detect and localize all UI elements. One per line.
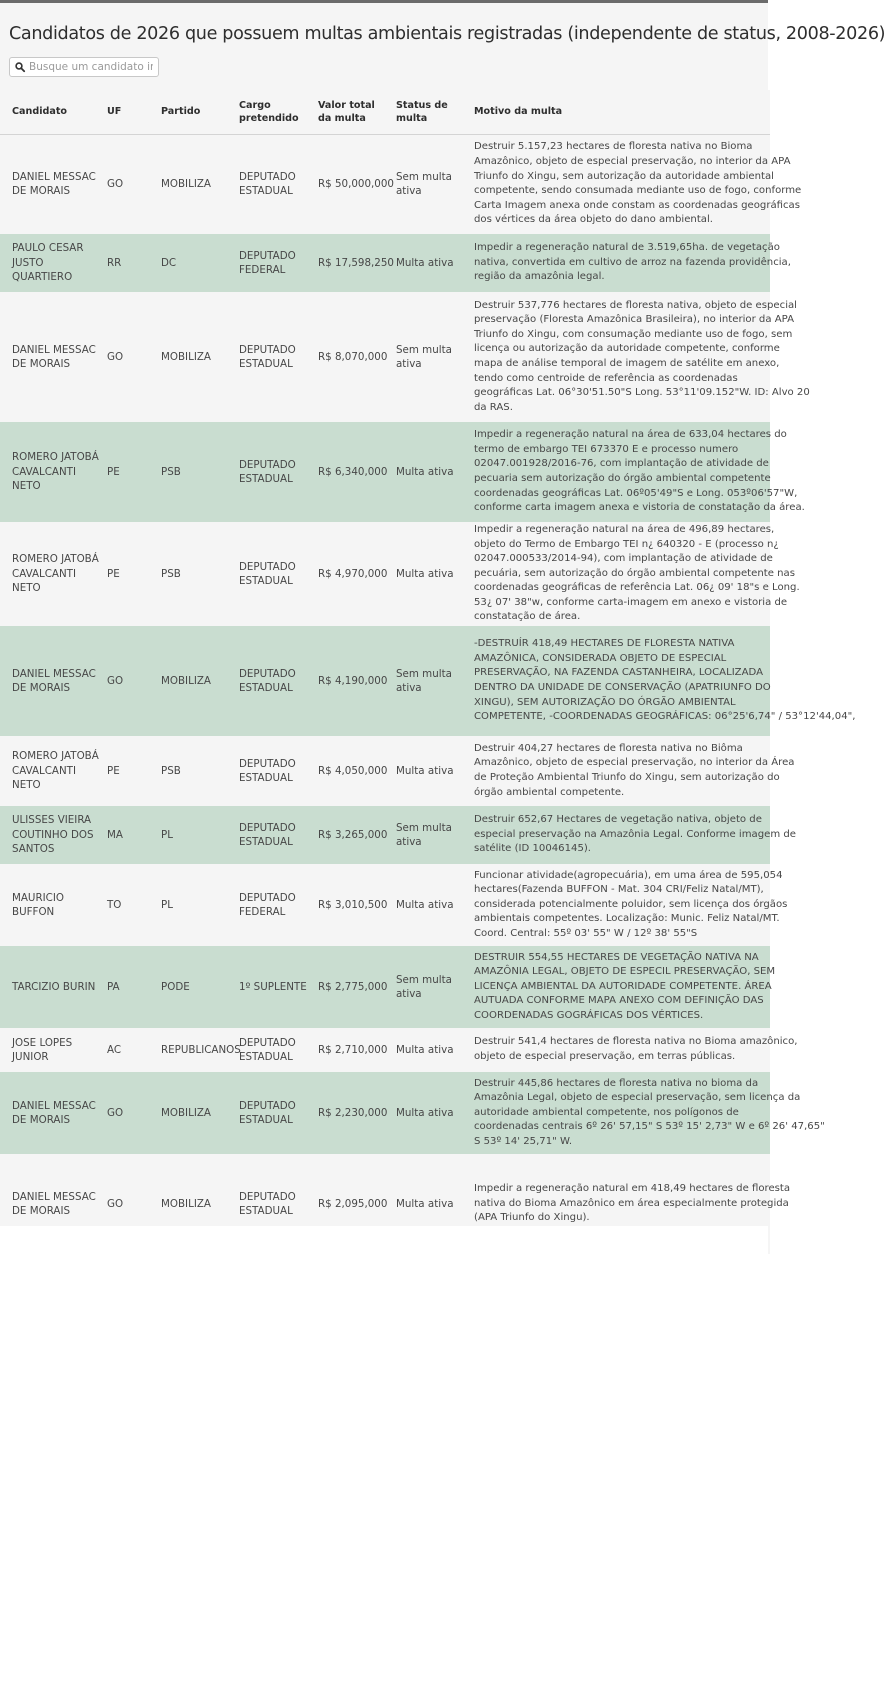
cell-status: Multa ativa xyxy=(392,1028,470,1072)
table-row xyxy=(0,234,770,292)
cell-candidato: DANIEL MESSAC DE MORAIS xyxy=(0,1072,103,1154)
cell-motivo: Impedir a regeneração natural na área de 633,04 hectares do termo de embargo TEI 673370 E e processo numero 02047.001928/2016-76, com implantação de atividade de pecuaria sem autorização do órgão ambiental competente coordenadas geográficas Lat. 06º05'49"S e Long. 053º06'57"W, conforme carta imagem anexa e vistoria de constatação da área. xyxy=(470,422,770,522)
search-box[interactable] xyxy=(9,57,159,77)
cell-candidato: TARCIZIO BURIN xyxy=(0,946,103,1028)
cell-cargo: DEPUTADO ESTADUAL xyxy=(235,1028,314,1072)
cell-cargo: DEPUTADO ESTADUAL xyxy=(235,626,314,736)
cell-uf: GO xyxy=(103,1072,157,1154)
cell-cargo: DEPUTADO ESTADUAL xyxy=(235,522,314,626)
column-header-partido[interactable]: Partido xyxy=(157,90,235,134)
cell-candidato: MAURICIO BUFFON xyxy=(0,864,103,946)
cell-partido: REPUBLICANOS xyxy=(157,1028,235,1072)
cell-status: Sem multa ativa xyxy=(392,946,470,1028)
column-header-uf[interactable]: UF xyxy=(103,90,157,134)
cell-motivo: Destruir 404,27 hectares de floresta nativa no Biôma Amazônico, objeto de especial preservação, no interior da Área de Proteção Ambiental Triunfo do Xingu, sem autorização do órgão ambiental competente. xyxy=(470,736,770,806)
cell-partido: MOBILIZA xyxy=(157,1072,235,1154)
blank-area xyxy=(0,1226,768,1686)
cell-cargo: DEPUTADO ESTADUAL xyxy=(235,422,314,522)
cell-uf: PE xyxy=(103,422,157,522)
table-body xyxy=(0,134,856,1254)
cell-motivo: Funcionar atividade(agropecuária), em uma área de 595,054 hectares(Fazenda BUFFON - Mat. 304 CRI/Feliz Natal/MT), considerada potencialmente poluidor, sem licença dos órgãos ambientais competentes. Localização: Munic. Feliz Natal/MT. Coord. Central: 55º 03' 55" W / 12º 38' 55"S xyxy=(470,864,770,946)
cell-cargo: 1º SUPLENTE xyxy=(235,946,314,1028)
cell-partido: PL xyxy=(157,806,235,864)
column-header-cargo[interactable]: Cargo pretendido xyxy=(235,90,314,134)
cell-valor: R$ 4,190,000 xyxy=(314,626,392,736)
cell-candidato: ULISSES VIEIRA COUTINHO DOS SANTOS xyxy=(0,806,103,864)
cell-uf: GO xyxy=(103,292,157,422)
cell-partido: MOBILIZA xyxy=(157,292,235,422)
cell-motivo: Impedir a regeneração natural na área de 496,89 hectares, objeto do Termo de Embargo TEI n¿ 640320 - E (processo n¿ 02047.000533/2014-94), com implantação de atividade de pecuária, sem autorização do órgão ambiental competente nas coordenadas geográficas de referência Lat. 06¿ 09' 18"s e Long. 53¿ 07' 38"w, conforme carta-imagem em anexo e vistoria de constatação de área. xyxy=(470,522,770,626)
table-header-row xyxy=(0,90,770,134)
cell-uf: PE xyxy=(103,736,157,806)
table-row xyxy=(0,864,770,946)
cell-candidato: ROMERO JATOBÁ CAVALCANTI NETO xyxy=(0,522,103,626)
cell-valor: R$ 8,070,000 xyxy=(314,292,392,422)
search-icon xyxy=(15,62,25,72)
cell-valor: R$ 17,598,250 xyxy=(314,234,392,292)
cell-uf: PA xyxy=(103,946,157,1028)
table-row xyxy=(0,134,770,234)
cell-candidato: DANIEL MESSAC DE MORAIS xyxy=(0,134,103,234)
cell-motivo: Destruir 5.157,23 hectares de floresta nativa no Bioma Amazônico, objeto de especial preservação, no interior da APA Triunfo do Xingu, sem autorização da autoridade ambiental competente, sendo consumada mediante uso de fogo, conforme Carta Imagem anexa onde constam as coordenadas geográficas dos vértices da área objeto do dano ambiental. xyxy=(470,134,770,234)
cell-motivo: -DESTRUÍR 418,49 HECTARES DE FLORESTA NATIVA AMAZÔNICA, CONSIDERADA OBJETO DE ESPECIAL PRESERVAÇÃO, NA FAZENDA CASTANHEIRA, LOCALIZADA DENTRO DA UNIDADE DE CONSERVAÇÃO (APATRIUNFO DO XINGU), SEM AUTORIZAÇÃO DO ÓRGÃO AMBIENTAL COMPETENTE, -COORDENADAS GEOGRÁFICAS: 06°25'6,74" / 53°12'44,04", xyxy=(470,626,770,736)
cell-candidato: ROMERO JATOBÁ CAVALCANTI NETO xyxy=(0,736,103,806)
cell-partido: PSB xyxy=(157,736,235,806)
cell-candidato: DANIEL MESSAC DE MORAIS xyxy=(0,292,103,422)
cell-valor: R$ 2,775,000 xyxy=(314,946,392,1028)
column-header-motivo[interactable]: Motivo da multa xyxy=(470,90,770,134)
table-row xyxy=(0,522,770,626)
cell-status: Multa ativa xyxy=(392,422,470,522)
cell-motivo: Destruir 541,4 hectares de floresta nativa no Bioma amazônico, objeto de especial preservação, em terras públicas. xyxy=(470,1028,770,1072)
cell-status: Sem multa ativa xyxy=(392,134,470,234)
cell-uf: RR xyxy=(103,234,157,292)
cell-status: Sem multa ativa xyxy=(392,626,470,736)
cell-uf: MA xyxy=(103,806,157,864)
column-header-candidato[interactable]: Candidato xyxy=(0,90,103,134)
cell-status: Multa ativa xyxy=(392,1072,470,1154)
cell-partido: PSB xyxy=(157,422,235,522)
cell-cargo: DEPUTADO ESTADUAL xyxy=(235,736,314,806)
table-row xyxy=(0,1072,770,1154)
cell-motivo: Destruir 537,776 hectares de floresta nativa, objeto de especial preservação (Floresta Amazônica Brasileira), no interior da APA Triunfo do Xingu, com consumação mediante uso de fogo, sem licença ou autorização da autoridade competente, conforme mapa de análise temporal de imagem de satélite em anexo, tendo como centroide de referência as coordenadas geográficas Lat. 06°30'51.50"S Long. 53°11'09.152"W. ID: Alvo 20 da RAS. xyxy=(470,292,770,422)
cell-cargo: DEPUTADO FEDERAL xyxy=(235,234,314,292)
cell-motivo: Impedir a regeneração natural em 418,49 hectares de floresta nativa do Bioma Amazônico em área especialmente protegida (APA Triunfo do Xingu). xyxy=(470,1154,770,1254)
search-input[interactable] xyxy=(29,61,153,73)
cell-motivo: DESTRUIR 554,55 HECTARES DE VEGETAÇÃO NATIVA NA AMAZÔNIA LEGAL, OBJETO DE ESPECIL PRESERVAÇÃO, SEM LICENÇA AMBIENTAL DA AUTORIDADE COMPETENTE. ÁREA AUTUADA CONFORME MAPA ANEXO COM DEFINIÇÃO DAS COORDENADAS GOGRÁFICAS DOS VÉRTICES. xyxy=(470,946,770,1028)
cell-uf: AC xyxy=(103,1028,157,1072)
table-row xyxy=(0,1028,770,1072)
table-row xyxy=(0,736,770,806)
cell-cargo: DEPUTADO ESTADUAL xyxy=(235,292,314,422)
table-row xyxy=(0,626,770,736)
cell-status: Multa ativa xyxy=(392,864,470,946)
cell-uf: GO xyxy=(103,134,157,234)
cell-motivo: Impedir a regeneração natural de 3.519,65ha. de vegetação nativa, convertida em cultivo de arroz na fazenda providência, região da amazônia legal. xyxy=(470,234,770,292)
cell-valor: R$ 4,970,000 xyxy=(314,522,392,626)
table-row xyxy=(0,292,770,422)
cell-uf: GO xyxy=(103,1154,157,1254)
cell-status: Sem multa ativa xyxy=(392,292,470,422)
cell-cargo: DEPUTADO ESTADUAL xyxy=(235,806,314,864)
cell-cargo: DEPUTADO ESTADUAL xyxy=(235,1072,314,1154)
cell-candidato: DANIEL MESSAC DE MORAIS xyxy=(0,626,103,736)
cell-motivo: Destruir 652,67 Hectares de vegetação nativa, objeto de especial preservação na Amazônia Legal. Conforme imagem de satélite (ID 10046145). xyxy=(470,806,770,864)
cell-motivo: Destruir 445,86 hectares de floresta nativa no bioma da Amazônia Legal, objeto de especial preservação, sem licença da autoridade ambiental competente, nos polígonos de coordenadas centrais 6º 26' 57,15" S 53º 15' 2,73" W e 6º 26' 47,65" S 53º 14' 25,71" W. xyxy=(470,1072,770,1154)
fines-table-container xyxy=(0,90,856,1226)
cell-status: Multa ativa xyxy=(392,234,470,292)
table-row xyxy=(0,422,770,522)
cell-candidato: ROMERO JATOBÁ CAVALCANTI NETO xyxy=(0,422,103,522)
cell-partido: MOBILIZA xyxy=(157,134,235,234)
cell-partido: PODE xyxy=(157,946,235,1028)
cell-valor: R$ 4,050,000 xyxy=(314,736,392,806)
cell-partido: PSB xyxy=(157,522,235,626)
cell-status: Multa ativa xyxy=(392,1154,470,1254)
cell-uf: GO xyxy=(103,626,157,736)
column-header-status[interactable]: Status de multa xyxy=(392,90,470,134)
embed-frame xyxy=(0,3,885,1226)
cell-valor: R$ 2,095,000 xyxy=(314,1154,392,1254)
cell-valor: R$ 3,265,000 xyxy=(314,806,392,864)
column-header-valor[interactable]: Valor total da multa xyxy=(314,90,392,134)
cell-partido: DC xyxy=(157,234,235,292)
cell-status: Multa ativa xyxy=(392,736,470,806)
cell-partido: MOBILIZA xyxy=(157,1154,235,1254)
cell-candidato: JOSE LOPES JUNIOR xyxy=(0,1028,103,1072)
cell-cargo: DEPUTADO FEDERAL xyxy=(235,864,314,946)
cell-valor: R$ 50,000,000 xyxy=(314,134,392,234)
cell-valor: R$ 2,230,000 xyxy=(314,1072,392,1154)
cell-partido: PL xyxy=(157,864,235,946)
fines-table xyxy=(0,90,856,1254)
cell-cargo: DEPUTADO ESTADUAL xyxy=(235,1154,314,1254)
cell-status: Sem multa ativa xyxy=(392,806,470,864)
table-row xyxy=(0,806,770,864)
cell-partido: MOBILIZA xyxy=(157,626,235,736)
cell-valor: R$ 2,710,000 xyxy=(314,1028,392,1072)
cell-valor: R$ 3,010,500 xyxy=(314,864,392,946)
table-row xyxy=(0,946,770,1028)
cell-candidato: DANIEL MESSAC DE MORAIS xyxy=(0,1154,103,1254)
cell-uf: PE xyxy=(103,522,157,626)
cell-status: Multa ativa xyxy=(392,522,470,626)
cell-candidato: PAULO CESAR JUSTO QUARTIERO xyxy=(0,234,103,292)
cell-cargo: DEPUTADO ESTADUAL xyxy=(235,134,314,234)
page-title: Candidatos de 2026 que possuem multas ambientais registradas (independente de status, 2008-2026) xyxy=(9,24,885,44)
cell-valor: R$ 6,340,000 xyxy=(314,422,392,522)
cell-uf: TO xyxy=(103,864,157,946)
